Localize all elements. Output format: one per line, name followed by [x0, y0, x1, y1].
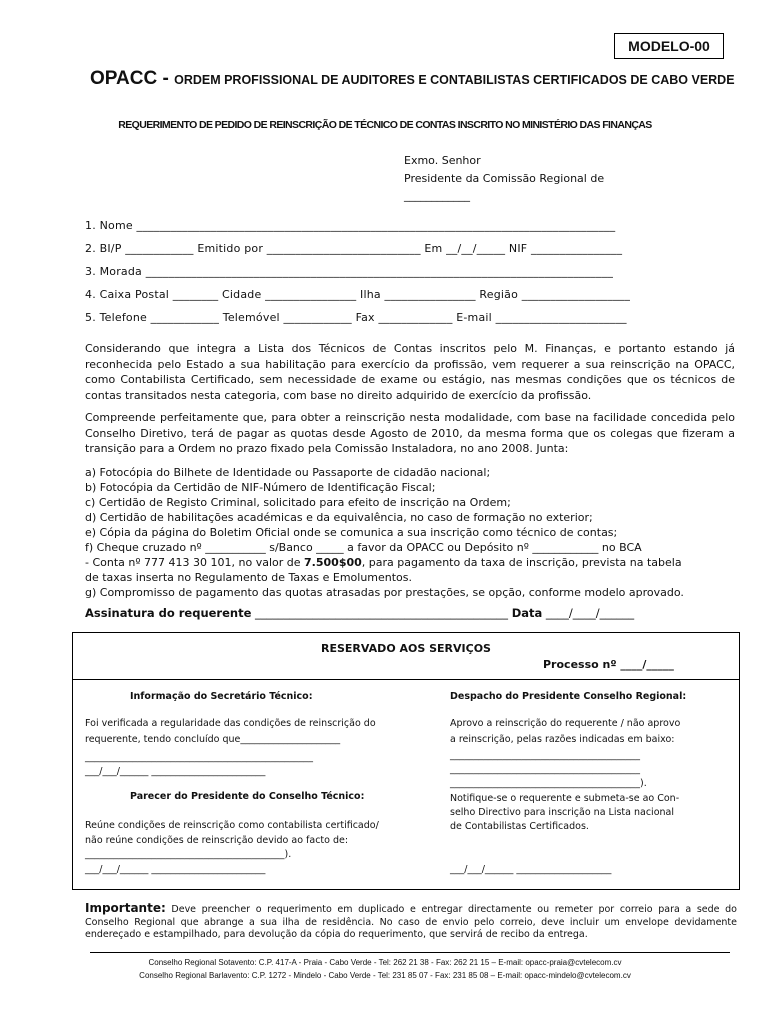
important-note — [85, 902, 737, 942]
org-name: ORDEM PROFISSIONAL DE AUDITORES E CONTABILISTAS CERTIFICADOS DE CABO VERDE — [174, 73, 735, 87]
addressee-line[interactable]: ____________ — [404, 189, 470, 202]
technical-text: não reúne condições de reinscrição devido ao facto de: — [85, 835, 349, 846]
name-field[interactable]: 1. Nome ____________________________________________________________________________________ — [85, 219, 616, 232]
addressee-line: Presidente da Comissão Regional de — [404, 172, 605, 185]
item-text: - Conta nº 777 413 30 101, no valor de — [85, 556, 305, 569]
addressee-line: Exmo. Senhor — [404, 154, 481, 167]
list-item: d) Certidão de habilitações académicas e da equivalência, no caso de formação no exterior; — [85, 511, 593, 524]
technical-line[interactable]: __________________________________________). — [85, 849, 292, 860]
postal-field[interactable]: 4. Caixa Postal ________ Cidade ________________ Ilha ________________ Região ___________________ — [85, 288, 631, 301]
president-text: a reinscrição, pelas razões indicadas em baixo: — [450, 734, 675, 745]
date-line[interactable]: ____/____/______ — [542, 606, 635, 620]
president-heading: Despacho do Presidente Conselho Regional: — [450, 691, 687, 702]
contact-field[interactable]: 5. Telefone ____________ Telemóvel ____________ Fax _____________ E-mail _______________________ — [85, 311, 627, 324]
important-text: Deve preencher o requerimento em duplicado e entregar directamente ou remeter por correio para a sede do Conselho Regional que abrange a sua ilha de residência. No caso de envio pelo correio, deve incluir um envelope devidamente endereçado e estampilhado, para devolução da cópia do requerimento, que servirá de recibo da entrega. — [85, 904, 737, 940]
technical-sign[interactable]: ___/___/______ ________________________ — [85, 864, 266, 875]
signature-label: Assinatura do requerente — [85, 606, 252, 620]
president-text: Aprovo a reinscrição do requerente / não aprovo — [450, 718, 681, 729]
list-item: de taxas inserta no Regulamento de Taxas e Emolumentos. — [85, 571, 413, 584]
secretary-text: Foi verificada a regularidade das condições de reinscrição do — [85, 718, 376, 729]
date-label: Data — [511, 606, 543, 620]
reserved-title: RESERVADO AOS SERVIÇOS — [321, 642, 491, 655]
technical-text: Reúne condições de reinscrição como contabilista certificado/ — [85, 820, 379, 831]
president-line[interactable]: ________________________________________ — [450, 764, 640, 775]
paragraph: Compreende perfeitamente que, para obter a reinscrição nesta modalidade, com base na facilidade concedida pelo Conselho Diretivo, terá de pagar as quotas desde Agosto de 2010, da mesma forma que os colegas que fizeram a transição para a Ordem no prazo fixado pela Comissão Instaladora, no ano 2008. Junta: — [85, 411, 735, 455]
president-text: Notifique-se o requerente e submeta-se ao Con- — [450, 793, 680, 804]
signature-line[interactable]: ____________________________________________ — [251, 606, 512, 620]
footer-divider — [90, 952, 730, 953]
president-line[interactable]: ________________________________________). — [450, 778, 647, 789]
id-field[interactable]: 2. BI/P ____________ Emitido por ___________________________ Em __/__/_____ NIF ________________ — [85, 242, 623, 255]
secretary-text[interactable]: requerente, tendo concluído que_____________________ — [85, 734, 341, 745]
organization-title — [90, 68, 735, 90]
footer-line: Conselho Regional Barlavento: C.P. 1272 - Mindelo - Cabo Verde - Tel: 231 85 07 - Fax: 231 85 08 – E-mail: opacc-mindelo@cvtelecom.cv — [139, 971, 631, 980]
list-item: a) Fotocópia do Bilhete de Identidade ou Passaporte de cidadão nacional; — [85, 466, 491, 479]
footer-line: Conselho Regional Sotavento: C.P. 417-A - Praia - Cabo Verde - Tel: 262 21 38 - Fax: 262 21 15 – E-mail: opacc-praia@cvtelecom.cv — [148, 958, 622, 967]
paragraph: Considerando que integra a Lista dos Técnicos de Contas inscritos pelo M. Finanças, e portanto estando já reconhecida pelo Estado a sua habilitação para exercício da profissão, vem requerer a sua reinscrição na OPACC, como Contabilista Certificado, sem necessidade de exame ou estágio, nas mesmas condições que os técnicos de contas transitados nesta categoria, com base no direito adquirido de exercício da profissão. — [85, 342, 735, 402]
president-text: selho Directivo para inscrição na Lista nacional — [450, 807, 674, 818]
list-item: g) Compromisso de pagamento das quotas atrasadas por prestações, se opção, conforme modelo aprovado. — [85, 586, 684, 599]
technical-heading: Parecer do Presidente do Conselho Técnico: — [130, 791, 365, 802]
president-line[interactable]: ________________________________________ — [450, 750, 640, 761]
list-item: e) Cópia da página do Boletim Oficial onde se comunica a sua inscrição como técnico de contas; — [85, 526, 618, 539]
list-item: c) Certidão de Registo Criminal, solicitado para efeito de inscrição na Ordem; — [85, 496, 511, 509]
secretary-heading: Informação do Secretário Técnico: — [130, 691, 313, 702]
fee-amount: 7.500$00 — [304, 556, 362, 569]
request-title: REQUERIMENTO DE PEDIDO DE REINSCRIÇÃO DE TÉCNICO DE CONTAS INSCRITO NO MINISTÉRIO DAS FINANÇAS — [118, 119, 652, 131]
list-item: b) Fotocópia da Certidão de NIF-Número de Identificação Fiscal; — [85, 481, 436, 494]
president-text: de Contabilistas Certificados. — [450, 821, 589, 832]
model-badge: MODELO-00 — [614, 33, 724, 59]
list-item — [85, 555, 735, 570]
secretary-sign[interactable]: ___/___/______ ________________________ — [85, 766, 266, 777]
important-label: Importante: — [85, 901, 166, 915]
process-number[interactable]: Processo nº ____/_____ — [543, 658, 674, 671]
address-field[interactable]: 3. Morada __________________________________________________________________________________ — [85, 265, 614, 278]
divider — [72, 679, 740, 680]
secretary-line[interactable]: ________________________________________________ — [85, 752, 313, 763]
org-acronym: OPACC - — [90, 68, 175, 89]
signature-row — [85, 606, 735, 620]
list-item[interactable]: f) Cheque cruzado nº ___________ s/Banco _____ a favor da OPACC ou Depósito nº ____________ no BCA — [85, 541, 642, 554]
president-sign[interactable]: ___/___/______ ____________________ — [450, 864, 612, 875]
item-text: , para pagamento da taxa de inscrição, prevista na tabela — [361, 556, 682, 569]
